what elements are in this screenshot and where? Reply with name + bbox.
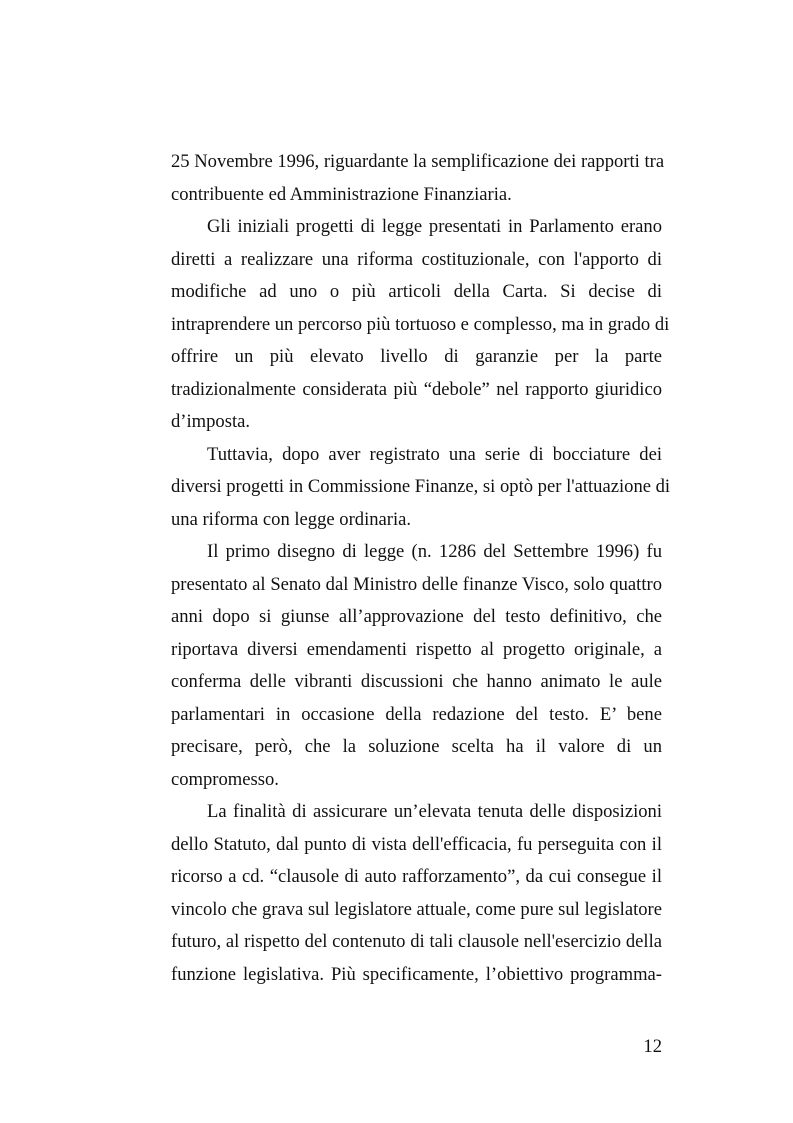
paragraph	[171, 536, 662, 796]
text-line: contribuente ed Amministrazione Finanziaria.	[171, 183, 512, 205]
text-line: vincolo che grava sul legislatore attuale, come pure sul legislatore	[171, 898, 662, 920]
text-line: tradizionalmente considerata più “debole” nel rapporto giuridico	[171, 378, 662, 400]
text-line: riportava diversi emendamenti rispetto al progetto originale, a	[171, 638, 662, 660]
text-line: diretti a realizzare una riforma costituzionale, con l'apporto di	[171, 248, 662, 270]
paragraph	[171, 439, 671, 537]
text-line: ricorso a cd. “clausole di auto rafforzamento”, da cui consegue il	[171, 866, 662, 887]
text-line: intraprendere un percorso più tortuoso e complesso, ma in grado di	[171, 313, 670, 335]
text-line: conferma delle vibranti discussioni che hanno animato le aule	[171, 671, 662, 692]
text-line: funzione legislativa. Più specificamente, l’obiettivo programma-	[171, 963, 662, 985]
text-line: Tuttavia, dopo aver registrato una serie di bocciature dei	[207, 443, 662, 465]
paragraph	[171, 211, 670, 439]
text-line: anni dopo si giunse all’approvazione del testo definitivo, che	[171, 606, 662, 627]
text-line: futuro, al rispetto del contenuto di tali clausole nell'esercizio della	[171, 931, 662, 952]
text-line: d’imposta.	[171, 411, 251, 432]
text-line: La finalità di assicurare un’elevata tenuta delle disposizioni	[207, 801, 662, 822]
text-line: Gli iniziali progetti di legge presentati in Parlamento erano	[207, 216, 662, 237]
text-line: 25 Novembre 1996, riguardante la semplificazione dei rapporti tra	[171, 151, 665, 172]
text-line: parlamentari in occasione della redazione del testo. E’ bene	[171, 703, 662, 725]
paragraph	[171, 146, 665, 211]
paragraph	[171, 796, 662, 991]
text-line: diversi progetti in Commissione Finanze, si optò per l'attuazione di	[171, 476, 671, 497]
text-line: offrire un più elevato livello di garanzie per la parte	[171, 346, 662, 367]
text-line: dello Statuto, dal punto di vista dell'efficacia, fu perseguita con il	[171, 833, 662, 855]
text-line: compromesso.	[171, 768, 279, 790]
text-line: precisare, però, che la soluzione scelta ha il valore di un	[171, 736, 662, 757]
body-text	[171, 146, 671, 991]
text-line: presentato al Senato dal Ministro delle finanze Visco, solo quattro	[171, 573, 662, 595]
text-line: una riforma con legge ordinaria.	[171, 508, 412, 530]
text-line: Il primo disegno di legge (n. 1286 del Settembre 1996) fu	[207, 541, 662, 562]
page-number: 12	[643, 1036, 662, 1057]
text-line: modifiche ad uno o più articoli della Carta. Si decise di	[171, 281, 662, 302]
